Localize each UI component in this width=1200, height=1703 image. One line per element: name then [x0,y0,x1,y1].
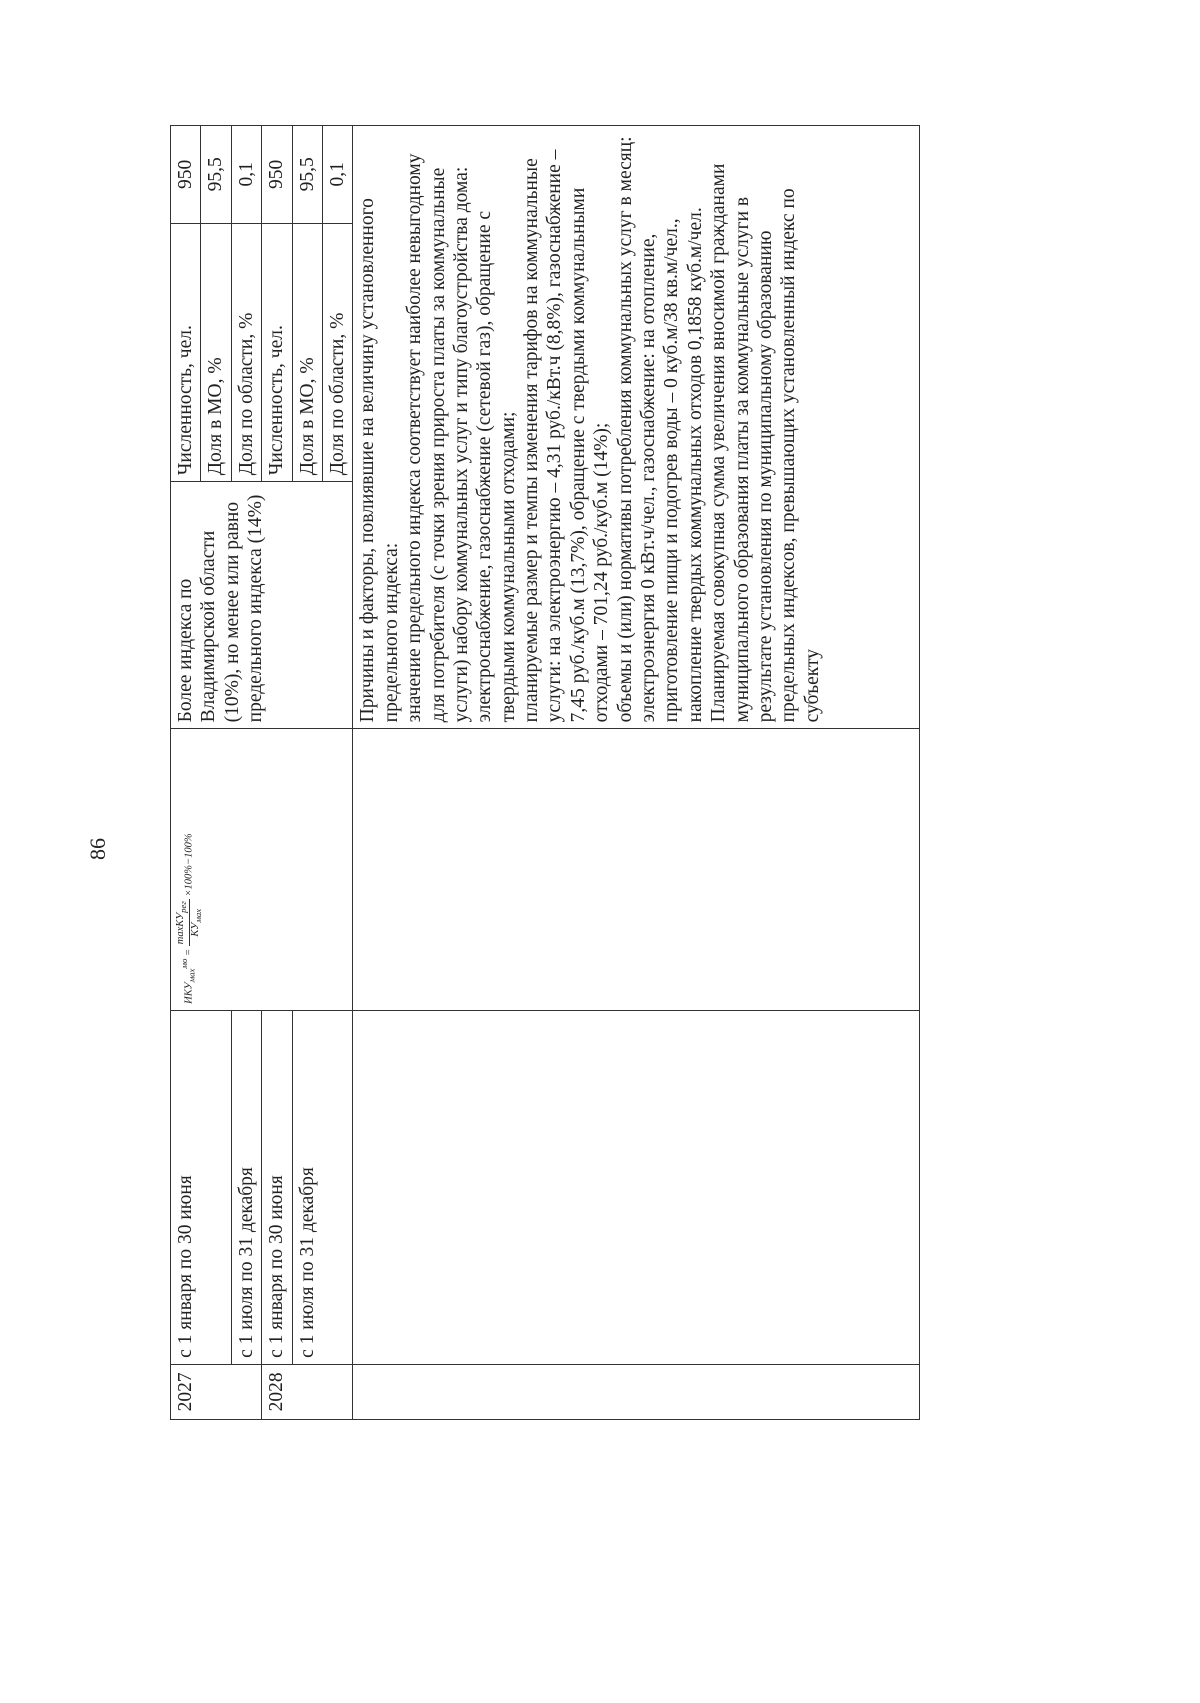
reasons-paragraph: планируемые размер и темпы изменения тарифов на коммунальные услуги: на электроэнергию – 4,31 руб./кВт.ч (8,8%), газоснабжение – 7,45 руб./куб.м (13,7%), обращение с твердыми коммунальными отходами – 701,24 руб./куб.м (14%); [521,149,613,723]
metric-label: Доля по области, % [322,223,352,482]
empty-cell [353,1010,920,1364]
metric-value: 0,1 [231,126,261,224]
metric-label: Численность, чел. [171,223,201,482]
metric-label: Доля в МО, % [292,223,322,482]
table-row [353,126,920,1420]
empty-cell [353,1364,920,1419]
table-row [171,126,201,1420]
metric-label: Численность, чел. [262,223,292,482]
year-cell: 2028 [262,1364,353,1419]
index-table [170,125,920,1420]
period-cell: с 1 июля по 31 декабря [231,1010,261,1364]
rotated-table-area [170,20,1130,1420]
metric-value: 0,1 [322,126,352,224]
period-cell: с 1 июля по 31 декабря [292,1010,353,1364]
year-cell: 2027 [171,1364,262,1419]
reasons-paragraph: Планируемая совокупная сумма увеличения вносимой гражданами муниципального образования платы за коммунальные услуги в результате установления по муниципальному образованию предельных индексов, превышающих установленный индекс по субъекту [708,163,823,723]
reasons-paragraph: Причины и факторы, повлиявшие на величину установленного предельного индекса: [357,198,402,723]
metric-label: Доля в МО, % [201,223,231,482]
metric-value: 950 [262,126,292,224]
metric-value: 95,5 [292,126,322,224]
metric-value: 950 [171,126,201,224]
formula-cell: $ИКУ_{мах}^{мо}$ = maxКУ$_{рег}$ $КУ_{мах}$ ×100%−100% [171,729,353,1011]
period-cell: с 1 января по 30 июня [171,1010,232,1364]
metric-label: Доля по области, % [231,223,261,482]
reasons-cell [353,126,920,729]
period-cell: с 1 января по 30 июня [262,1010,292,1364]
reasons-paragraph: значение предельного индекса соответствует наиболее невыгодному для потребителя (с точки зрения прироста платы за коммунальные услуги) набору коммунальных услуг и типу благоустройства дома: электроснабжение, газоснабжение (сетевой газ), обращение с твердыми коммунальными отходами; [404,153,519,723]
metric-value: 95,5 [201,126,231,224]
reasons-paragraph: объемы и (или) нормативы потребления коммунальных услуг в месяц: электроэнергия 0 кВт.ч/чел., газоснабжение: на отопление, приготовление пищи и подогрев воды – 0 куб.м/38 кв.м/чел., накопление твердых коммунальных отходов 0,1858 куб.м/чел. [614,136,706,723]
page-number: 86 [85,838,110,860]
criterion-cell: Более индекса по Владимирской области (10%), но менее или равно предельного индекса (14%) [171,482,353,729]
empty-cell [353,729,920,1011]
